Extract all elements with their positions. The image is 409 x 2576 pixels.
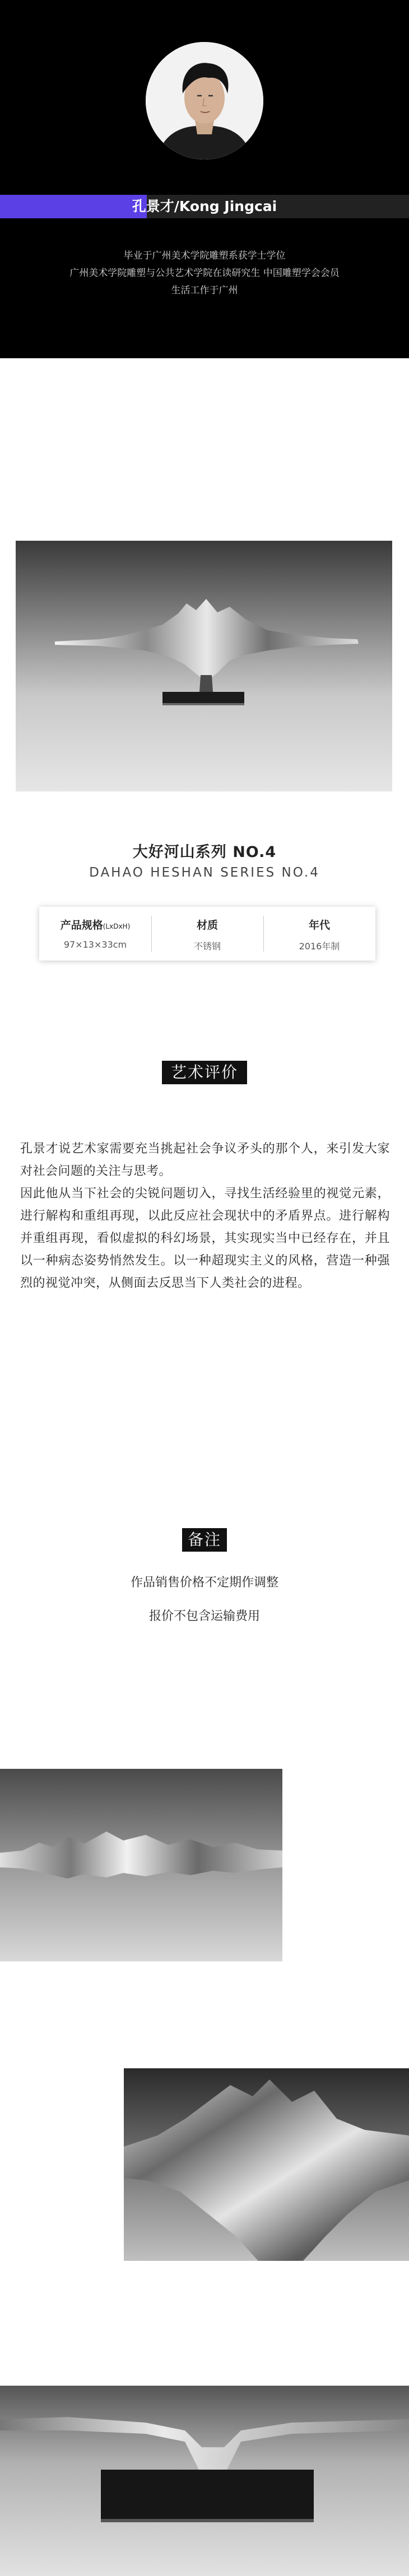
- sculpture-detail-photo-2: [124, 2068, 409, 2261]
- artist-avatar: [146, 42, 263, 160]
- review-paragraph: 因此他从当下社会的尖锐问题切入，寻找生活经验里的视觉元素，进行解构和重组再现，以此反应社会现状中的矛盾界点。进行解构并重组再现，看似虚拟的科幻场景，其实现实当中已经存在，并且以一种病态姿势悄然发生。以一种超现实主义的风格，营造一种强烈的视觉冲突，从侧面去反思当下人类社会的进程。: [20, 1187, 390, 1290]
- artist-portrait-image: [146, 42, 263, 160]
- work-title-en: DAHAO HESHAN SERIES NO.4: [89, 865, 320, 880]
- bio-line: 广州美术学院雕塑与公共艺术学院在读研究生 中国雕塑学会会员: [69, 268, 340, 279]
- note-heading: 备注: [182, 1528, 227, 1552]
- spec-value: 97×13×33cm: [63, 939, 127, 950]
- work-title-cn: 大好河山系列 NO.4: [132, 844, 277, 861]
- spec-label: 年代: [308, 919, 330, 931]
- artist-name: 孔景才/Kong Jingcai: [132, 198, 277, 214]
- review-paragraph: 孔景才说艺术家需要充当挑起社会争议矛头的那个人，来引发大家对社会问题的关注与思考。: [20, 1142, 390, 1178]
- bio-line: 毕业于广州美术学院雕塑系获学士学位: [123, 250, 286, 261]
- spec-material: [151, 907, 263, 961]
- review-heading: 艺术评价: [162, 1061, 247, 1084]
- note-line: 报价不包含运输费用: [148, 1609, 260, 1623]
- spec-size: [39, 907, 151, 961]
- note-line: 作品销售价格不定期作调整: [130, 1576, 278, 1590]
- spec-value: 2016年制: [299, 941, 340, 952]
- spec-label: 产品规格(LxDxH): [60, 919, 131, 931]
- spec-value: 不锈钢: [193, 941, 221, 952]
- artist-bio: [0, 247, 409, 299]
- sculpture-base-photo: [0, 2386, 409, 2576]
- spec-table: [39, 907, 375, 961]
- sculpture-detail-photo-1: [0, 1769, 282, 1961]
- sculpture-photo-main: [16, 541, 392, 791]
- review-text: [20, 1138, 390, 1295]
- spec-year: [263, 907, 375, 961]
- spec-label: 材质: [196, 919, 218, 931]
- artist-header: [0, 0, 409, 358]
- bio-line: 生活工作于广州: [171, 285, 238, 296]
